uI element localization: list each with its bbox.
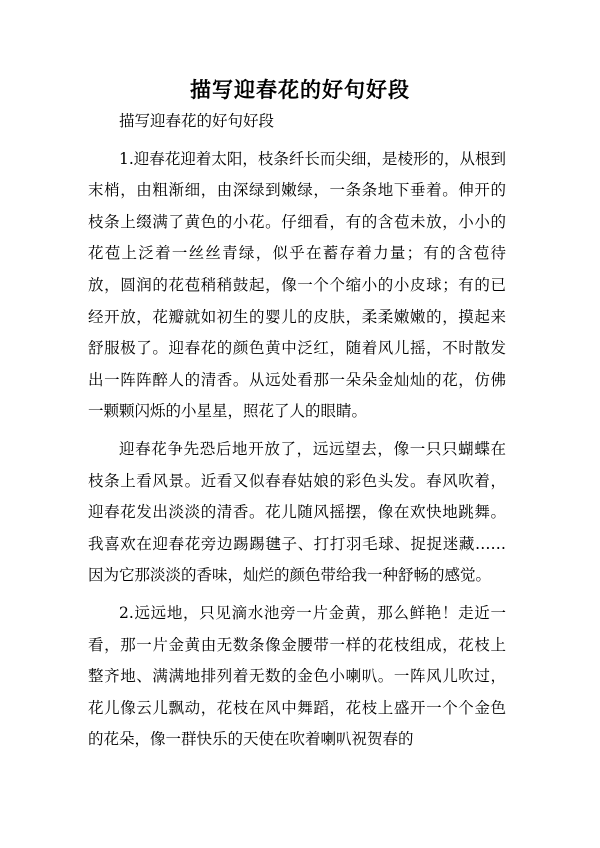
document-subheading: 描写迎春花的好句好段 [119,112,275,130]
paragraph-3: 2.远远地，只见滴水池旁一片金黄，那么鲜艳！走近一看，那一片金黄由无数条像金腰带一样的花枝组成，花枝上整齐地、满满地排列着无数的金色小喇叭。一阵风儿吹过，花儿像云儿飘动，花枝在风中舞蹈，花枝上盛开一个个金色的花朵，像一群快乐的天使在吹着喇叭祝贺春的 [88,603,506,749]
document-body [88,106,506,756]
paragraph-2: 迎春花争先恐后地开放了，远远望去，像一只只蝴蝶在枝条上看风景。近看又似春春姑娘的彩色头发。春风吹着，迎春花发出淡淡的清香。花儿随风摇摆，像在欢快地跳舞。我喜欢在迎春花旁边踢踢毽子、打打羽毛球、捉捉迷藏……因为它那淡淡的香味，灿烂的颜色带给我一种舒畅的感觉。 [88,439,506,585]
paragraph-1: 1.迎春花迎着太阳，枝条纤长而尖细，是棱形的，从根到末梢，由粗渐细，由深绿到嫩绿，一条条地下垂着。伸开的枝条上缀满了黄色的小花。仔细看，有的含苞未放，小小的花苞上泛着一丝丝青绿，似乎在蓄存着力量；有的含苞待放，圆润的花苞稍稍鼓起，像一个个缩小的小皮球；有的已经开放，花瓣就如初生的婴儿的皮肤，柔柔嫩嫩的，摸起来舒服极了。迎春花的颜色黄中泛红，随着风儿摇，不时散发出一阵阵醉人的清香。从远处看那一朵朵金灿灿的花，仿佛一颗颗闪烁的小星星，照花了人的眼睛。 [88,149,506,421]
document-title: 描写迎春花的好句好段 [190,78,410,102]
